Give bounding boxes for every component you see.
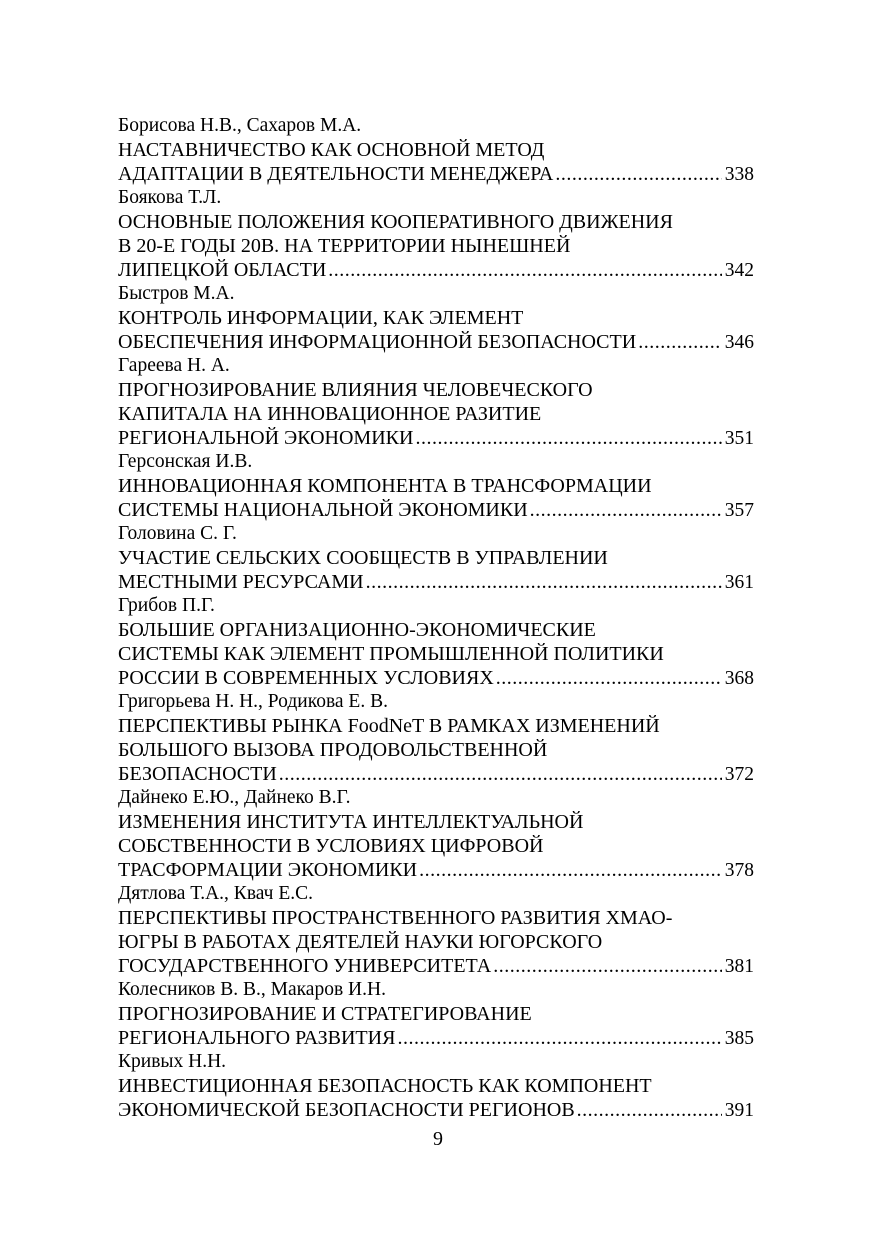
entry-title-text: ЭКОНОМИЧЕСКОЙ БЕЗОПАСНОСТИ РЕГИОНОВ	[118, 1099, 575, 1121]
entry-page-number: 351	[724, 428, 754, 449]
entry-authors: Кривых Н.Н.	[118, 1051, 227, 1072]
entry-authors: Борисова Н.В., Сахаров М.А.	[118, 115, 362, 136]
entry-page-number: 361	[724, 572, 754, 593]
toc-entry	[118, 594, 754, 690]
entry-page-number: 368	[724, 668, 754, 689]
entry-page-number: 372	[724, 764, 754, 785]
entry-title-line: ИНВЕСТИЦИОННАЯ БЕЗОПАСНОСТЬ КАК КОМПОНЕНТ	[118, 1075, 652, 1097]
page-number: 9	[433, 1128, 443, 1150]
entry-title-line: ПЕРСПЕКТИВЫ РЫНКА FoodNeT В РАМКАХ ИЗМЕНЕНИЙ	[118, 715, 660, 737]
entry-title-last-line	[118, 1026, 754, 1050]
entry-title-line: ПРОГНОЗИРОВАНИЕ ВЛИЯНИЯ ЧЕЛОВЕЧЕСКОГО	[118, 379, 593, 401]
dot-leader	[419, 858, 722, 882]
entry-title-line: ИННОВАЦИОННАЯ КОМПОНЕНТА В ТРАНСФОРМАЦИИ	[118, 475, 652, 497]
entry-page-number: 378	[724, 860, 754, 881]
entry-authors: Дайнеко Е.Ю., Дайнеко В.Г.	[118, 787, 351, 808]
entry-title-line: УЧАСТИЕ СЕЛЬСКИХ СООБЩЕСТВ В УПРАВЛЕНИИ	[118, 547, 608, 569]
entry-title-line: БОЛЬШОГО ВЫЗОВА ПРОДОВОЛЬСТВЕННОЙ	[118, 739, 548, 761]
entry-title-text: РЕГИОНАЛЬНОГО РАЗВИТИЯ	[118, 1027, 396, 1049]
entry-page-number: 385	[724, 1028, 754, 1049]
toc-entry	[118, 114, 754, 186]
toc-entry	[118, 978, 754, 1050]
entry-title-last-line	[118, 570, 754, 594]
dot-leader	[496, 666, 722, 690]
dot-leader	[638, 330, 722, 354]
entry-title-last-line	[118, 1098, 754, 1122]
entry-title-text: ЛИПЕЦКОЙ ОБЛАСТИ	[118, 259, 327, 281]
entry-title-line: СИСТЕМЫ КАК ЭЛЕМЕНТ ПРОМЫШЛЕННОЙ ПОЛИТИКИ	[118, 643, 664, 665]
entry-authors: Дятлова Т.А., Квач Е.С.	[118, 883, 313, 904]
entry-title-text: ОБЕСПЕЧЕНИЯ ИНФОРМАЦИОННОЙ БЕЗОПАСНОСТИ	[118, 331, 637, 353]
dot-leader	[397, 1026, 721, 1050]
entry-title-text: БЕЗОПАСНОСТИ	[118, 763, 277, 785]
entry-title-line: ПЕРСПЕКТИВЫ ПРОСТРАНСТВЕННОГО РАЗВИТИЯ ХМАО-	[118, 907, 673, 929]
toc-entry	[118, 354, 754, 450]
dot-leader	[493, 954, 722, 978]
entry-title-line: КОНТРОЛЬ ИНФОРМАЦИИ, КАК ЭЛЕМЕНТ	[118, 307, 524, 329]
entry-authors: Грибов П.Г.	[118, 595, 215, 616]
entry-title-last-line	[118, 162, 754, 186]
entry-title-line: НАСТАВНИЧЕСТВО КАК ОСНОВНОЙ МЕТОД	[118, 139, 545, 161]
entry-authors: Гареева Н. А.	[118, 355, 230, 376]
entry-authors: Герсонская И.В.	[118, 451, 253, 472]
entry-title-last-line	[118, 858, 754, 882]
entry-title-line: ЮГРЫ В РАБОТАХ ДЕЯТЕЛЕЙ НАУКИ ЮГОРСКОГО	[118, 931, 603, 953]
entry-title-line: ПРОГНОЗИРОВАНИЕ И СТРАТЕГИРОВАНИЕ	[118, 1003, 532, 1025]
entry-title-line: ИЗМЕНЕНИЯ ИНСТИТУТА ИНТЕЛЛЕКТУАЛЬНОЙ	[118, 811, 584, 833]
entry-title-text: СИСТЕМЫ НАЦИОНАЛЬНОЙ ЭКОНОМИКИ	[118, 499, 528, 521]
entry-authors: Головина С. Г.	[118, 523, 237, 544]
entry-title-line: ОСНОВНЫЕ ПОЛОЖЕНИЯ КООПЕРАТИВНОГО ДВИЖЕНИЯ	[118, 211, 673, 233]
entry-title-last-line	[118, 426, 754, 450]
entry-title-last-line	[118, 762, 754, 786]
toc-entry	[118, 450, 754, 522]
entry-authors: Быстров М.А.	[118, 283, 235, 304]
entry-title-text: ГОСУДАРСТВЕННОГО УНИВЕРСИТЕТА	[118, 955, 492, 977]
entry-title-text: РЕГИОНАЛЬНОЙ ЭКОНОМИКИ	[118, 427, 414, 449]
dot-leader	[555, 162, 721, 186]
toc-entry	[118, 1050, 754, 1122]
dot-leader	[366, 570, 722, 594]
toc-entry	[118, 786, 754, 882]
dot-leader	[530, 498, 722, 522]
entry-title-last-line	[118, 330, 754, 354]
dot-leader	[577, 1098, 722, 1122]
entry-page-number: 381	[724, 956, 754, 977]
entry-page-number: 357	[724, 500, 754, 521]
toc-entry	[118, 690, 754, 786]
entry-page-number: 338	[724, 164, 754, 185]
entry-title-text: ТРАСФОРМАЦИИ ЭКОНОМИКИ	[118, 859, 418, 881]
toc-entry	[118, 882, 754, 978]
entry-authors: Колесников В. В., Макаров И.Н.	[118, 979, 386, 1000]
entry-title-last-line	[118, 498, 754, 522]
toc-entry	[118, 522, 754, 594]
toc-entry	[118, 186, 754, 282]
entry-page-number: 346	[724, 332, 754, 353]
entry-title-line: БОЛЬШИЕ ОРГАНИЗАЦИОННО-ЭКОНОМИЧЕСКИЕ	[118, 619, 596, 641]
entry-title-line: СОБСТВЕННОСТИ В УСЛОВИЯХ ЦИФРОВОЙ	[118, 835, 544, 857]
entry-page-number: 342	[724, 260, 754, 281]
entry-title-last-line	[118, 666, 754, 690]
entry-authors: Григорьева Н. Н., Родикова Е. В.	[118, 691, 388, 712]
table-of-contents	[118, 114, 754, 1122]
entry-title-text: МЕСТНЫМИ РЕСУРСАМИ	[118, 571, 364, 593]
entry-title-last-line	[118, 954, 754, 978]
entry-authors: Боякова Т.Л.	[118, 187, 222, 208]
dot-leader	[415, 426, 721, 450]
entry-title-line: В 20-Е ГОДЫ 20В. НА ТЕРРИТОРИИ НЫНЕШНЕЙ	[118, 235, 571, 257]
dot-leader	[279, 762, 722, 786]
entry-title-line: КАПИТАЛА НА ИННОВАЦИОННОЕ РАЗИТИЕ	[118, 403, 542, 425]
toc-entry	[118, 282, 754, 354]
dot-leader	[328, 258, 721, 282]
entry-title-last-line	[118, 258, 754, 282]
entry-title-text: РОССИИ В СОВРЕМЕННЫХ УСЛОВИЯХ	[118, 667, 494, 689]
entry-title-text: АДАПТАЦИИ В ДЕЯТЕЛЬНОСТИ МЕНЕДЖЕРА	[118, 163, 554, 185]
entry-page-number: 391	[724, 1100, 754, 1121]
